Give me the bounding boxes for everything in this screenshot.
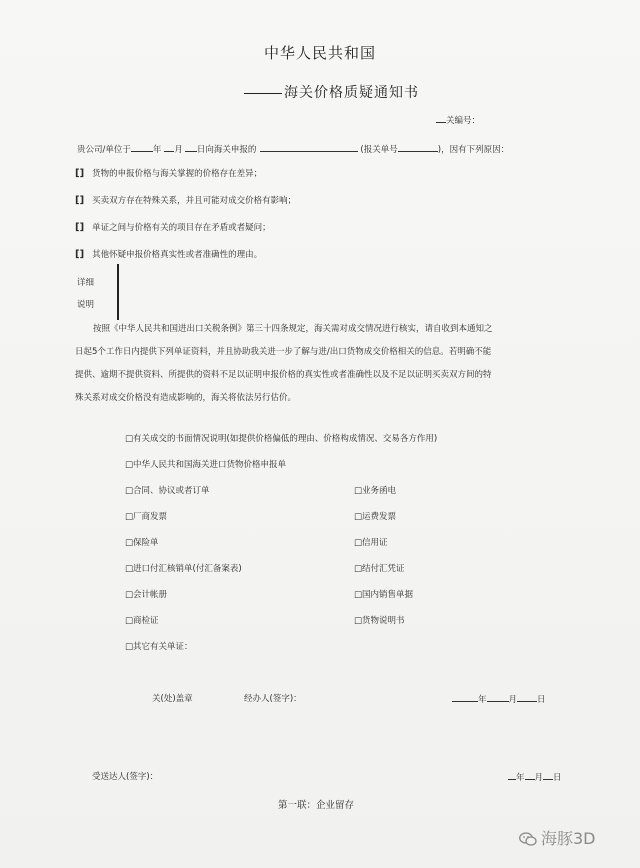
checklist-item[interactable]: □结付汇凭证 bbox=[354, 564, 405, 574]
customs-name-blank bbox=[244, 93, 282, 94]
serial-number bbox=[436, 113, 480, 126]
reason-item bbox=[75, 221, 271, 233]
decl-close: )，因有下列原因： bbox=[437, 145, 510, 155]
recv-day-label: 日 bbox=[553, 773, 562, 783]
checklist-item[interactable]: □厂商发票 bbox=[125, 512, 168, 522]
checklist-item[interactable]: □进口付汇核销单(付汇备案表) bbox=[125, 564, 242, 574]
goods-blank bbox=[260, 142, 358, 152]
watermark bbox=[519, 826, 596, 849]
sign-year-label: 年 bbox=[478, 695, 487, 705]
recipient-label: 受送达人(签字)： bbox=[92, 772, 159, 782]
reason-checkbox[interactable]: [] bbox=[75, 195, 85, 206]
document-subtitle bbox=[244, 82, 419, 102]
reason-checkbox[interactable]: [] bbox=[75, 249, 85, 260]
detail-label-1: 详细 bbox=[77, 278, 95, 288]
checklist-item[interactable]: □中华人民共和国海关进口货物价格申报单 bbox=[125, 460, 287, 470]
recv-year-label: 年 bbox=[516, 773, 525, 783]
reason-checkbox[interactable]: [] bbox=[75, 168, 85, 179]
recv-year-blank bbox=[508, 770, 516, 780]
checklist-item-other[interactable]: □其它有关单证： bbox=[125, 642, 193, 652]
seal-label: 关(处)盖章 bbox=[152, 694, 193, 704]
recv-day-blank bbox=[543, 770, 553, 780]
reason-item bbox=[75, 248, 262, 260]
sign-day-blank bbox=[517, 692, 537, 702]
handler-label: 经办人(签字)： bbox=[244, 694, 302, 704]
sign-day-label: 日 bbox=[537, 695, 546, 705]
checklist-item[interactable]: □保险单 bbox=[125, 538, 159, 548]
detail-label-2: 说明 bbox=[77, 300, 95, 310]
checklist-item[interactable]: □业务函电 bbox=[354, 486, 397, 496]
wechat-icon bbox=[519, 832, 537, 846]
document-title: 中华人民共和国 bbox=[263, 44, 376, 62]
checklist-item[interactable]: □运费发票 bbox=[354, 512, 397, 522]
checklist-item[interactable]: □有关成交的书面情况说明(如提供价格偏低的理由、价格构成情况、交易各方作用) bbox=[125, 434, 438, 444]
reason-item bbox=[75, 194, 296, 206]
decl-open: (报关单号 bbox=[360, 145, 398, 155]
recv-month-label: 月 bbox=[534, 773, 544, 783]
intro-line bbox=[77, 142, 509, 155]
sign-month-blank bbox=[487, 692, 509, 702]
checklist-item[interactable]: □会计帐册 bbox=[125, 590, 168, 600]
checklist-item[interactable]: □合同、协议或者订单 bbox=[125, 486, 210, 496]
serial-label: 关编号： bbox=[446, 116, 481, 126]
serial-blank bbox=[436, 113, 446, 123]
checklist-item[interactable]: □货物说明书 bbox=[354, 616, 405, 626]
decl-number-blank bbox=[398, 142, 438, 152]
checklist-item[interactable]: □商检证 bbox=[125, 616, 159, 626]
month-blank bbox=[164, 142, 174, 152]
reason-checkbox[interactable]: [] bbox=[75, 222, 85, 233]
reason-text: 买卖双方存在特殊关系，并且可能对成交价格有影响； bbox=[92, 196, 297, 206]
sign-date bbox=[452, 692, 546, 705]
intro-day: 日向海关申报的 bbox=[196, 145, 257, 155]
paragraph-line: 日起5个工作日内提供下列单证资料，并且协助我关进一步了解与进/出口货物成交价格相关的信息。若明确不能 bbox=[75, 347, 492, 357]
recv-month-blank bbox=[525, 770, 535, 780]
detail-divider bbox=[117, 264, 119, 320]
reason-item bbox=[75, 167, 262, 179]
year-blank bbox=[131, 142, 153, 152]
intro-prefix: 贵公司/单位于 bbox=[77, 145, 131, 155]
paragraph-line: 提供、逾期不提供资料、所提供的资料不足以证明申报价格的真实性或者准确性以及不足以证明买卖双方间的特 bbox=[75, 370, 492, 380]
reason-text: 其他怀疑申报价格真实性或者准确性的理由。 bbox=[92, 250, 263, 260]
intro-year: 年 bbox=[152, 145, 162, 155]
sign-year-blank bbox=[452, 692, 478, 702]
day-blank bbox=[185, 142, 197, 152]
sign-month-label: 月 bbox=[508, 695, 518, 705]
reason-text: 单证之间与价格有关的项目存在矛盾或者疑问； bbox=[92, 223, 271, 233]
reason-text: 货物的申报价格与海关掌握的价格存在差异； bbox=[92, 169, 263, 179]
paragraph-line: 殊关系对成交价格没有造成影响的，海关将依法另行估价。 bbox=[75, 393, 297, 403]
intro-month: 月 bbox=[174, 145, 183, 155]
subtitle-text: 海关价格质疑通知书 bbox=[284, 85, 419, 101]
recipient-date bbox=[508, 770, 562, 783]
watermark-text: 海豚3D bbox=[541, 829, 596, 848]
copy-label: 第一联：企业留存 bbox=[278, 800, 355, 811]
paragraph-line: 按照《中华人民共和国进出口关税条例》第三十四条规定，海关需对成交情况进行核实，请自收到本通知之 bbox=[93, 324, 493, 334]
checklist-item[interactable]: □国内销售单据 bbox=[354, 590, 414, 600]
checklist-item[interactable]: □信用证 bbox=[354, 538, 388, 548]
